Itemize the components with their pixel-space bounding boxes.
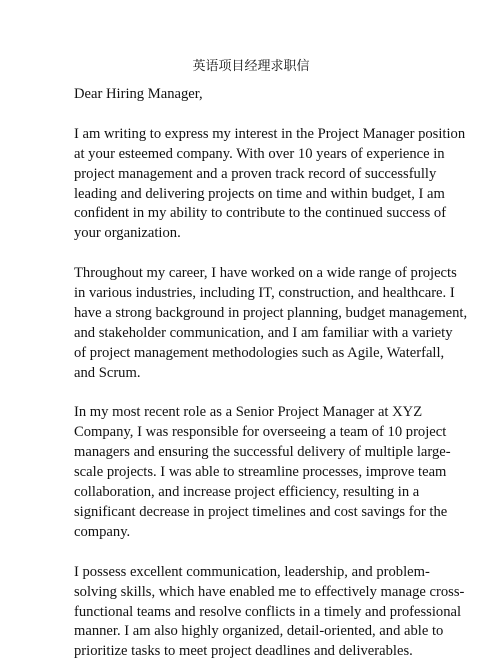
paragraph-line: I possess excellent communication, leadership, and problem- [74,563,430,580]
paragraph-line: company. [74,523,131,540]
paragraph-line: of project management methodologies such as Agile, Waterfall, [74,344,445,361]
paragraph-line: at your esteemed company. With over 10 years of experience in [74,145,445,162]
paragraph-3 [74,403,451,542]
paragraph-line: functional teams and resolve conflicts in a timely and professional [74,603,462,620]
paragraph-line: leading and delivering projects on time and within budget, I am [74,185,445,202]
paragraph-4 [74,563,465,662]
paragraph-line: have a strong background in project planning, budget management, [74,304,468,321]
paragraph-line: solving skills, which have enabled me to effectively manage cross- [74,583,465,600]
letter-body [74,85,468,662]
paragraph-line: manner. I am also highly organized, detail-oriented, and able to [74,623,444,640]
paragraph-line: and Scrum. [74,364,141,381]
document-title: 英语项目经理求职信 [192,59,310,74]
paragraph-gap [74,543,434,563]
paragraph-gap [74,384,434,404]
paragraph-line: Company, I was responsible for overseeing a team of 10 project [74,424,447,441]
paragraph-gap [74,105,434,125]
paragraph-line: Throughout my career, I have worked on a wide range of projects [74,265,457,282]
paragraph-line: managers and ensuring the successful delivery of multiple large- [74,444,451,461]
salutation: Dear Hiring Manager, [74,86,203,102]
paragraph-line: project management and a proven track record of successfully [74,165,437,182]
paragraph-gap [74,244,434,264]
paragraph-line: confident in my ability to contribute to the continued success of [74,205,447,222]
paragraph-line: and stakeholder communication, and I am familiar with a variety [74,324,453,341]
paragraph-line: collaboration, and increase project efficiency, resulting in a [74,484,420,501]
paragraph-line: in various industries, including IT, construction, and healthcare. I [74,285,455,302]
paragraph-line: prioritize tasks to meet project deadlines and deliverables. [74,643,413,660]
paragraph-line: I am writing to express my interest in the Project Manager position [74,125,466,142]
paragraph-line: In my most recent role as a Senior Project Manager at XYZ [74,404,423,421]
paragraph-line: scale projects. I was able to streamline processes, improve team [74,464,447,481]
paragraph-line: your organization. [74,225,181,242]
paragraph-2 [74,264,468,383]
paragraph-line: significant decrease in project timelines and cost savings for the [74,503,448,520]
paragraph-1 [74,125,466,244]
